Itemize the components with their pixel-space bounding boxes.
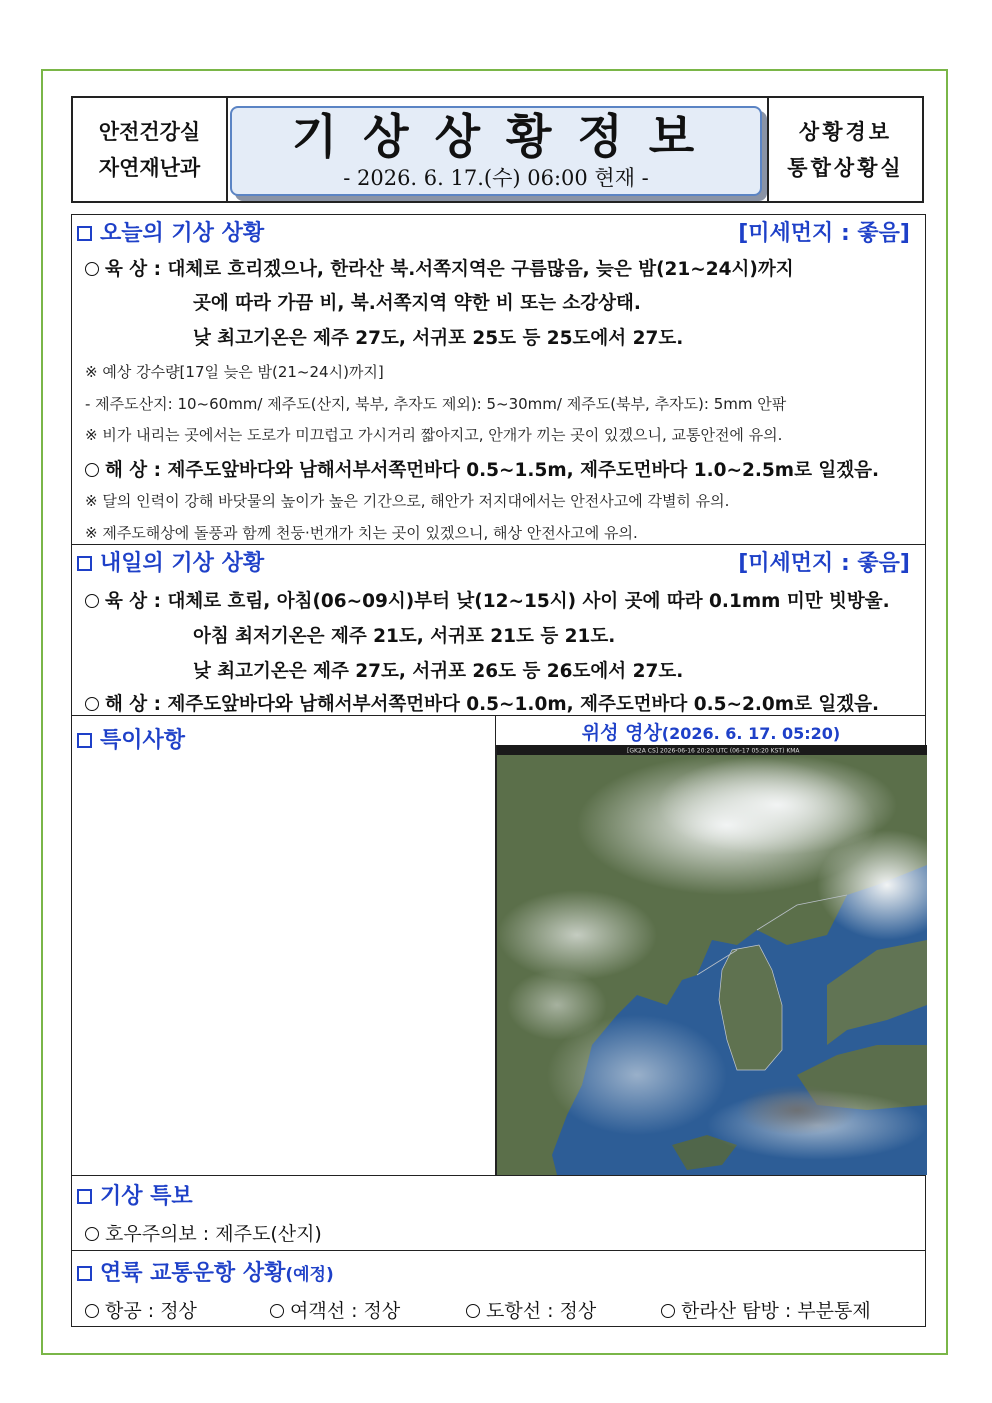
header bbox=[71, 96, 924, 203]
today-land-line3: 낮 최고기온은 제주 27도, 서귀포 25도 등 25도에서 27도. bbox=[193, 328, 684, 349]
department-line1: 안전건강실 bbox=[98, 119, 201, 144]
divider bbox=[71, 1250, 926, 1251]
title-panel bbox=[230, 106, 762, 196]
today-note-rainfall: - 제주도산지: 10~60mm/ 제주도(산지, 북부, 추자도 제외): 5~30mm/ 제주도(북부, 추자도): 5mm 안팎 bbox=[85, 395, 787, 413]
transport-item-islandferry: 도항선 : 정상 bbox=[466, 1296, 596, 1323]
department-block bbox=[73, 98, 228, 201]
today-note-tide: ※ 달의 인력이 강해 바닷물의 높이가 높은 기간으로, 해안가 저지대에서는 안전사고에 각별히 유의. bbox=[85, 492, 730, 510]
tomorrow-land-line1: 육 상 : 대체로 흐림, 아침(06~09시)부터 낮(12~15시) 사이 곳에 따라 0.1mm 미만 빗방울. bbox=[85, 587, 890, 613]
circle-bullet-icon bbox=[270, 1304, 284, 1318]
tomorrow-land-line2: 아침 최저기온은 제주 21도, 서귀포 21도 등 21도. bbox=[193, 626, 616, 647]
checkbox-icon bbox=[77, 1189, 92, 1204]
divider bbox=[71, 1175, 926, 1176]
report-date: - 2026. 6. 17.(수) 06:00 현재 - bbox=[343, 166, 649, 190]
transport-item-air: 항공 : 정상 bbox=[85, 1296, 197, 1323]
circle-bullet-icon bbox=[85, 1227, 99, 1241]
warning-section-title: 기상 특보 bbox=[77, 1179, 193, 1210]
today-dust-status: [미세먼지 : 좋음] bbox=[738, 221, 910, 246]
satellite-strip: [GK2A CS] 2026-06-16 20:20 UTC (06-17 05:20 KST) KMA bbox=[627, 747, 800, 755]
today-note-rain: ※ 예상 강수량[17일 늦은 밤(21~24시)까지] bbox=[85, 363, 384, 381]
transport-item-hallasan: 한라산 탐방 : 부분통제 bbox=[661, 1296, 871, 1323]
circle-bullet-icon bbox=[85, 594, 99, 608]
checkbox-icon bbox=[77, 226, 92, 241]
divider bbox=[71, 544, 926, 545]
today-section-title: 오늘의 기상 상황 bbox=[77, 216, 264, 247]
special-section-title: 특이사항 bbox=[77, 723, 185, 754]
page-title: 기상상황정보 bbox=[291, 110, 721, 165]
tomorrow-sea-line: 해 상 : 제주도앞바다와 남해서부서쪽먼바다 0.5~1.0m, 제주도먼바다 0.5~2.0m로 일겠음. bbox=[85, 690, 879, 716]
circle-bullet-icon bbox=[85, 697, 99, 711]
office-line2: 통합상황실 bbox=[787, 155, 904, 180]
circle-bullet-icon bbox=[661, 1304, 675, 1318]
office-line1: 상황경보 bbox=[798, 119, 893, 144]
warning-item: 호우주의보 : 제주도(산지) bbox=[85, 1219, 322, 1246]
satellite-image bbox=[496, 745, 927, 1175]
checkbox-icon bbox=[77, 733, 92, 748]
circle-bullet-icon bbox=[85, 463, 99, 477]
department-line2: 자연재난과 bbox=[98, 155, 201, 180]
today-land-line2: 곳에 따라 가끔 비, 북.서쪽지역 약한 비 또는 소강상태. bbox=[193, 293, 641, 314]
circle-bullet-icon bbox=[466, 1304, 480, 1318]
transport-section-title: 연륙 교통운항 상황(예정) bbox=[77, 1256, 334, 1287]
today-note-traffic: ※ 비가 내리는 곳에서는 도로가 미끄럽고 가시거리 짧아지고, 안개가 끼는 곳이 있겠으니, 교통안전에 유의. bbox=[85, 426, 783, 444]
circle-bullet-icon bbox=[85, 1304, 99, 1318]
satellite-caption: 위성 영상(2026. 6. 17. 05:20) bbox=[581, 722, 841, 744]
today-sea-line: 해 상 : 제주도앞바다와 남해서부서쪽먼바다 0.5~1.5m, 제주도먼바다 1.0~2.5m로 일겠음. bbox=[85, 456, 879, 482]
tomorrow-land-line3: 낮 최고기온은 제주 27도, 서귀포 26도 등 26도에서 27도. bbox=[193, 661, 684, 682]
tomorrow-section-title: 내일의 기상 상황 bbox=[77, 546, 264, 577]
today-land-line1: 육 상 : 대체로 흐리겠으나, 한라산 북.서쪽지역은 구름많음, 늦은 밤(21~24시)까지 bbox=[85, 255, 794, 281]
today-note-sea: ※ 제주도해상에 돌풍과 함께 천둥·번개가 치는 곳이 있겠으니, 해상 안전사고에 유의. bbox=[85, 524, 638, 542]
circle-bullet-icon bbox=[85, 262, 99, 276]
checkbox-icon bbox=[77, 556, 92, 571]
tomorrow-dust-status: [미세먼지 : 좋음] bbox=[738, 551, 910, 576]
office-block bbox=[767, 98, 922, 201]
transport-item-ferry: 여객선 : 정상 bbox=[270, 1296, 400, 1323]
checkbox-icon bbox=[77, 1266, 92, 1281]
